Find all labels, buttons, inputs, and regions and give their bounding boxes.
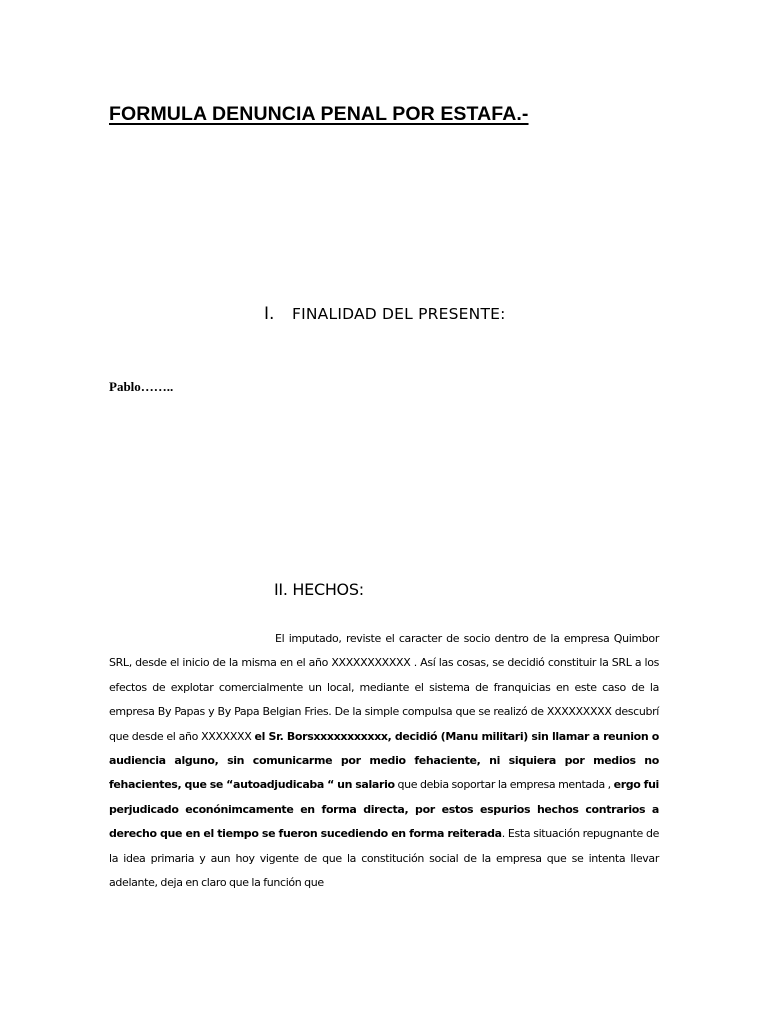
section-number: I.	[264, 304, 275, 324]
paragraph-bold-1: el Sr. Borsxxxxxxxxxxx, decidió (Manu militari) sin llamar a reunion o audiencia alguno, sin comunicarme por medio fehaciente, ni siquiera por medios no fehacientes, que se “autoadjudicaba “ un salario	[109, 729, 660, 792]
author-line: Pablo……..	[109, 379, 174, 394]
paragraph-text-2: que debia soportar la empresa mentada ,	[394, 778, 614, 792]
document-title: FORMULA DENUNCIA PENAL POR ESTAFA.-	[109, 103, 529, 125]
section-title: FINALIDAD DEL PRESENTE:	[292, 305, 506, 323]
paragraph-bold-2: ergo fui perjudicado econónimcamente en forma directa, por estos espurios hechos contrarios a derecho que en el tiempo se fueron sucediendo en forma reiterada	[109, 778, 659, 841]
section-heading-hechos: II. HECHOS:	[274, 580, 364, 599]
paragraph-text-3: . Esta situación repugnante de la idea primaria y aun hoy vigente de que la constitución social de la empresa que se intenta llevar adelante, deja en claro que la función que	[109, 827, 659, 890]
facts-paragraph	[109, 627, 659, 895]
section-heading-finalidad	[264, 304, 506, 324]
paragraph-text-1: El imputado, reviste el caracter de socio dentro de la empresa Quimbor SRL, desde el inicio de la misma en el año XXXXXXXXXXX . Así las cosas, se decidió constituir la SRL a los efectos de explotar comercialmente un local, mediante el sistema de franquicias en este caso de la empresa By Papas y By Papa Belgian Fries. De la simple compulsa que se realizó de XXXXXXXXX descubrí que desde el año XXXXXXX	[109, 632, 659, 743]
